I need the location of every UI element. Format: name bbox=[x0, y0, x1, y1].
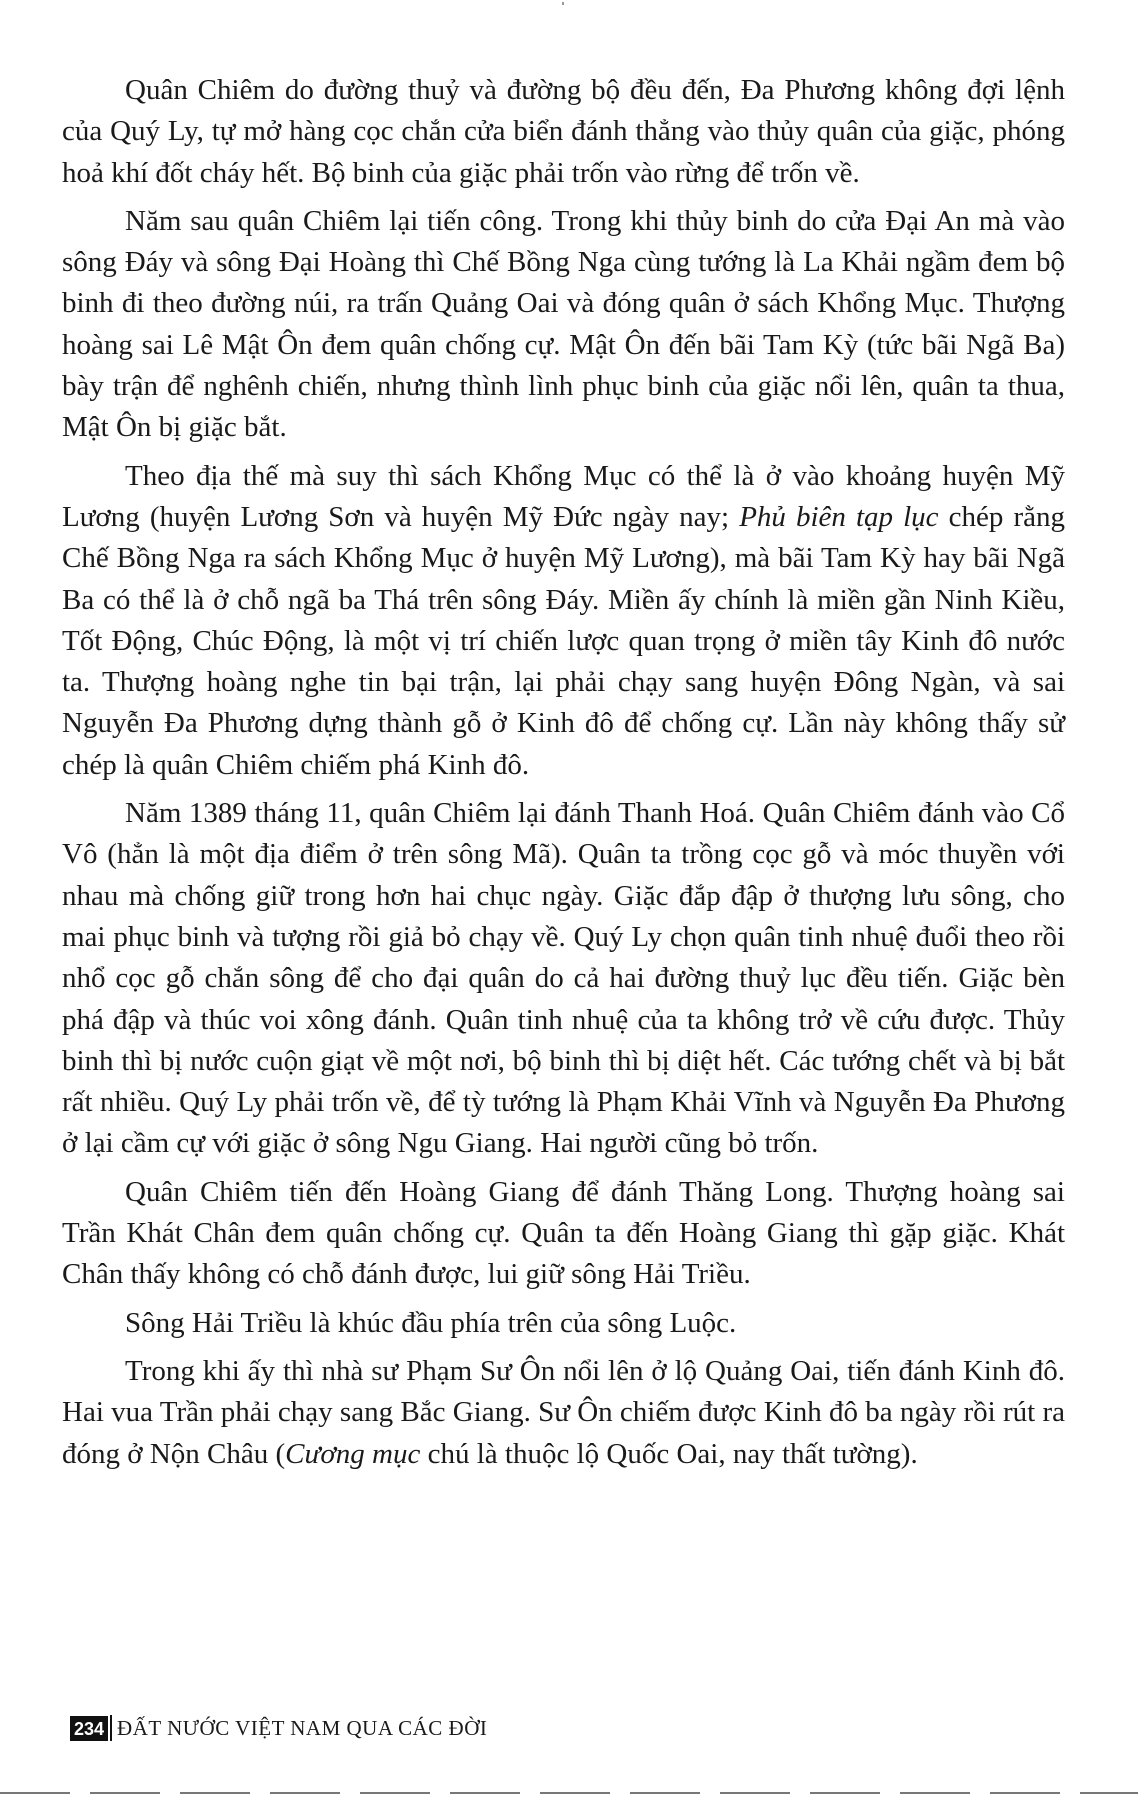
running-title: ĐẤT NƯỚC VIỆT NAM QUA CÁC ĐỜI bbox=[117, 1715, 488, 1740]
page-footer bbox=[70, 1715, 487, 1741]
page-body bbox=[62, 70, 1065, 1482]
bottom-scan-edge bbox=[0, 1792, 1138, 1794]
paragraph-1: Quân Chiêm do đường thuỷ và đường bộ đều đến, Đa Phương không đợi lệnh của Quý Ly, tự mở hàng cọc chắn cửa biển đánh thẳng vào thủy quân của giặc, phóng hoả khí đốt cháy hết. Bộ binh của giặc phải trốn vào rừng để trốn về. bbox=[62, 74, 1065, 189]
paragraph-3 bbox=[62, 456, 1065, 786]
paragraph-3-intro: Theo địa thế mà suy thì sách Khổng Mục có thể là ở vào khoảng huyện Mỹ Lương (huyện Lương Sơn và huyện Mỹ Đức ngày nay; bbox=[62, 459, 1065, 533]
footer-divider bbox=[110, 1715, 112, 1741]
paragraph-2: Năm sau quân Chiêm lại tiến công. Trong khi thủy binh do cửa Đại An mà vào sông Đáy và sông Đại Hoàng thì Chế Bồng Nga cùng tướng là La Khải ngầm đem bộ binh đi theo đường núi, ra trấn Quảng Oai và đóng quân ở sách Khổng Mục. Thượng hoàng sai Lê Mật Ôn đem quân chống cự. Mật Ôn đến bãi Tam Kỳ (tức bãi Ngã Ba) bày trận để nghênh chiến, nhưng thình lình phục binh của giặc nổi lên, quân ta thua, Mật Ôn bị giặc bắt. bbox=[62, 204, 1065, 444]
paragraph-3-italic-title: Phủ biên tạp lục bbox=[739, 500, 939, 533]
paragraph-5: Quân Chiêm tiến đến Hoàng Giang để đánh Thăng Long. Thượng hoàng sai Trần Khát Chân đem quân chống cự. Quân ta đến Hoàng Giang thì gặp giặc. Khát Chân thấy không có chỗ đánh được, lui giữ sông Hải Triều. bbox=[62, 1175, 1065, 1291]
paragraph-7-outro: chú là thuộc lộ Quốc Oai, nay thất tường). bbox=[420, 1437, 918, 1470]
paragraph-7-intro: Trong khi ấy thì nhà sư Phạm Sư Ôn nổi lên ở lộ Quảng Oai, tiến đánh Kinh đô. Hai vua Trần phải chạy sang Bắc Giang. Sư Ôn chiếm được Kinh đô ba ngày rồi rút ra đóng ở Nộn Châu ( bbox=[62, 1354, 1065, 1470]
top-scan-mark bbox=[562, 2, 564, 5]
paragraph-3-rest: chép rằng Chế Bồng Nga ra sách Khổng Mục ở huyện Mỹ Lương), mà bãi Tam Kỳ hay bãi Ngã Ba có thể là ở chỗ ngã ba Thá trên sông Đáy. Miền ấy chính là miền gần Ninh Kiều, Tốt Động, Chúc Động, là một vị trí chiến lược quan trọng ở miền tây Kinh đô nước ta. Thượng hoàng nghe tin bại trận, lại phải chạy sang huyện Đông Ngàn, và sai Nguyễn Đa Phương dựng thành gỗ ở Kinh đô để chống cự. Lần này không thấy sử chép là quân Chiêm chiếm phá Kinh đô. bbox=[62, 500, 1066, 781]
paragraph-7-italic-title: Cương mục bbox=[285, 1437, 421, 1470]
paragraph-4: Năm 1389 tháng 11, quân Chiêm lại đánh Thanh Hoá. Quân Chiêm đánh vào Cổ Vô (hẳn là một địa điểm ở trên sông Mã). Quân ta trồng cọc gỗ và móc thuyền với nhau mà chống giữ trong hơn hai chục ngày. Giặc đắp đập ở thượng lưu sông, cho mai phục binh và tượng rồi giả bỏ chạy về. Quý Ly chọn quân tinh nhuệ đuổi theo rồi nhổ cọc gỗ chắn sông để cho đại quân do cả hai đường thuỷ lục đều tiến. Giặc bèn phá đập và thúc voi xông đánh. Quân tinh nhuệ của ta không trở về cứu được. Thủy binh thì bị nước cuộn giạt về một nơi, bộ binh thì bị diệt hết. Các tướng chết và bị bắt rất nhiều. Quý Ly phải trốn về, để tỳ tướng là Phạm Khải Vĩnh và Nguyễn Đa Phương ở lại cầm cự với giặc ở sông Ngu Giang. Hai người cũng bỏ trốn. bbox=[62, 797, 1065, 1160]
paragraph-7 bbox=[62, 1351, 1065, 1475]
paragraph-6: Sông Hải Triều là khúc đầu phía trên của sông Luộc. bbox=[125, 1306, 737, 1339]
page-number: 234 bbox=[70, 1716, 108, 1741]
